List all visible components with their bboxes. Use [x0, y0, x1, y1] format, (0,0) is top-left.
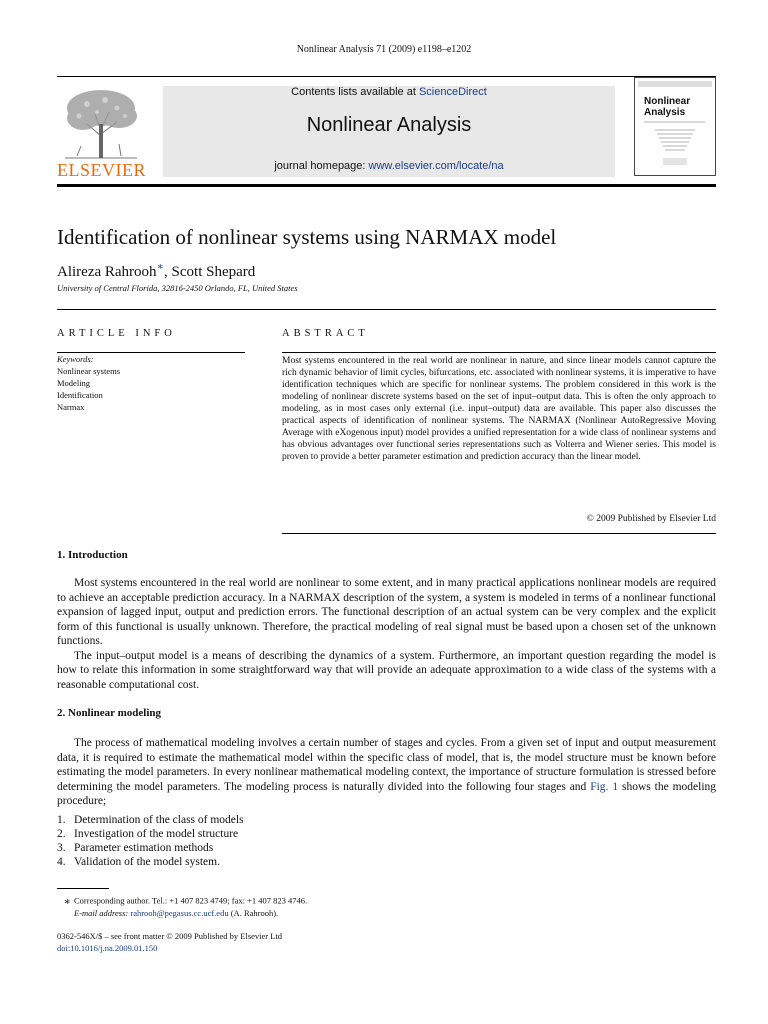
journal-homepage-link[interactable]: www.elsevier.com/locate/na: [368, 160, 504, 172]
homepage-prefix: journal homepage:: [274, 160, 369, 172]
contents-prefix: Contents lists available at: [291, 86, 419, 98]
journal-cover-thumbnail: [634, 77, 716, 176]
article-info-heading: ARTICLE INFO: [57, 328, 176, 339]
cover-graphic: [635, 78, 715, 175]
modeling-stages-list: [57, 813, 716, 869]
paragraph: Most systems encountered in the real world are nonlinear to some extent, and in many practical applications nonlinear models are required to achieve an acceptable prediction accuracy. In a NARMAX description of the system, a system is modeled in terms of a nonlinear functional expansion of lagged input, output and prediction errors. The functional description of an actual system can be very complex and the explicit form of this functional is usually unknown. Therefore, the practical modeling of real signal must be based upon a chosen set of the unknown functions.: [57, 577, 716, 647]
list-text: Determination of the class of models: [74, 814, 244, 826]
paragraph: The input–output model is a means of describing the dynamics of a system. Furthermore, an important question regarding the model is how to relate this information in some straightforward way that will provide an adequate approximation to a wide class of the systems with a reasonable computational cost.: [57, 649, 716, 691]
homepage-line: [163, 160, 615, 172]
front-matter-note: 0362-546X/$ – see front matter © 2009 Published by Elsevier Ltd: [57, 931, 283, 941]
abstract-heading: ABSTRACT: [282, 328, 369, 339]
paragraph-text: shows the modeling procedure;: [57, 780, 717, 807]
corresponding-author-marker[interactable]: ∗: [156, 261, 165, 273]
cover-title-line1: Nonlinear: [644, 96, 691, 107]
modeling-body: [57, 736, 716, 809]
keyword-item: Identification: [57, 390, 103, 400]
elsevier-tree-logo: [57, 86, 145, 160]
list-item: [57, 827, 716, 841]
paragraph-text: The process of mathematical modeling involves a certain number of stages and cycles. From a given set of input and output measurement data, it is required to estimate the mathematical model within the specific class of model, that is, the model structure must be known before estimating the model parameters. In every nonlinear mathematical modeling context, the importance of structure formulation is stressed before determining the model parameters. The modeling process is naturally divided into the following four stages and: [57, 737, 716, 793]
abstract-rule-top: [282, 352, 716, 353]
journal-name: Nonlinear Analysis: [306, 114, 472, 136]
list-number: 3.: [57, 842, 66, 854]
affiliation: University of Central Florida, 32816-2450 Orlando, FL, United States: [57, 283, 298, 293]
list-text: Validation of the model system.: [74, 856, 220, 868]
list-number: 1.: [57, 814, 66, 826]
introduction-body: [57, 576, 716, 692]
running-head: Nonlinear Analysis 71 (2009) e1198–e1202: [296, 44, 472, 55]
list-item: [57, 841, 716, 855]
list-text: Parameter estimation methods: [74, 842, 214, 854]
author-email-link[interactable]: rahrooh@pegasus.cc.ucf.edu: [130, 908, 229, 918]
abstract-copyright: © 2009 Published by Elsevier Ltd: [586, 514, 716, 524]
list-number: 2.: [57, 828, 66, 840]
footnote-marker: ∗: [63, 896, 71, 908]
abstract-text: Most systems encountered in the real world are nonlinear in nature, and since linear models cannot capture the rich dynamic behavior of limit cycles, bifurcations, etc. associated with nonlinear systems, it is imperative to have identification techniques which are specific for nonlinear systems. The problem considered in this work is the modeling of nonlinear discrete systems based on the set of input–output data. This is often the only approach to modeling, as in most cases only external (i.e. input–output) data are available. This paper also discusses the practical aspects of identification of nonlinear systems. The NARMAX (Nonlinear AutoRegressive Moving Average with eXogenous input) model provides a unified representation for a wide class of nonlinear systems and has obvious advantages over functional series representations such as Volterra and Wiener series. This model is proven to provide a better parameter estimation and prediction accuracy than the linear model.: [282, 356, 716, 462]
email-footnote: [74, 908, 714, 918]
header-rule-bottom: [57, 184, 716, 187]
author-shepard: , Scott Shepard: [164, 264, 256, 280]
keywords-block: [57, 353, 245, 413]
email-label: E-mail address:: [74, 908, 131, 918]
article-title: Identification of nonlinear systems using NARMAX model: [57, 225, 557, 249]
keyword-item: Modeling: [57, 378, 91, 388]
sciencedirect-link[interactable]: ScienceDirect: [418, 86, 487, 98]
figure-1-link[interactable]: Fig. 1: [590, 780, 619, 793]
abstract-rule-bottom: [282, 533, 716, 534]
author-rahrooh: Alireza Rahrooh: [57, 264, 157, 280]
footnote-text: Corresponding author. Tel.: +1 407 823 4749; fax: +1 407 823 4746.: [74, 895, 308, 906]
corresponding-author-footnote: [57, 895, 716, 908]
contents-line: [163, 86, 615, 98]
list-number: 4.: [57, 856, 66, 868]
list-item: [57, 855, 716, 869]
title-divider: [57, 309, 716, 310]
paragraph: [57, 736, 716, 809]
doi-link[interactable]: doi:10.1016/j.na.2009.01.150: [57, 943, 158, 953]
section-heading-introduction: 1. Introduction: [57, 549, 128, 561]
elsevier-wordmark: ELSEVIER: [57, 160, 146, 180]
keywords-label: Keywords:: [57, 354, 94, 364]
section-heading-nonlinear-modeling: 2. Nonlinear modeling: [57, 707, 162, 719]
list-item: [57, 813, 716, 827]
keyword-item: Nonlinear systems: [57, 366, 121, 376]
footnote-rule: [57, 888, 109, 889]
header-rule-top: [57, 76, 716, 77]
keyword-item: Narmax: [57, 402, 85, 412]
email-suffix: (A. Rahrooh).: [228, 908, 279, 918]
cover-title-line2: Analysis: [644, 107, 686, 118]
author-line: [57, 260, 737, 281]
list-text: Investigation of the model structure: [74, 828, 239, 840]
